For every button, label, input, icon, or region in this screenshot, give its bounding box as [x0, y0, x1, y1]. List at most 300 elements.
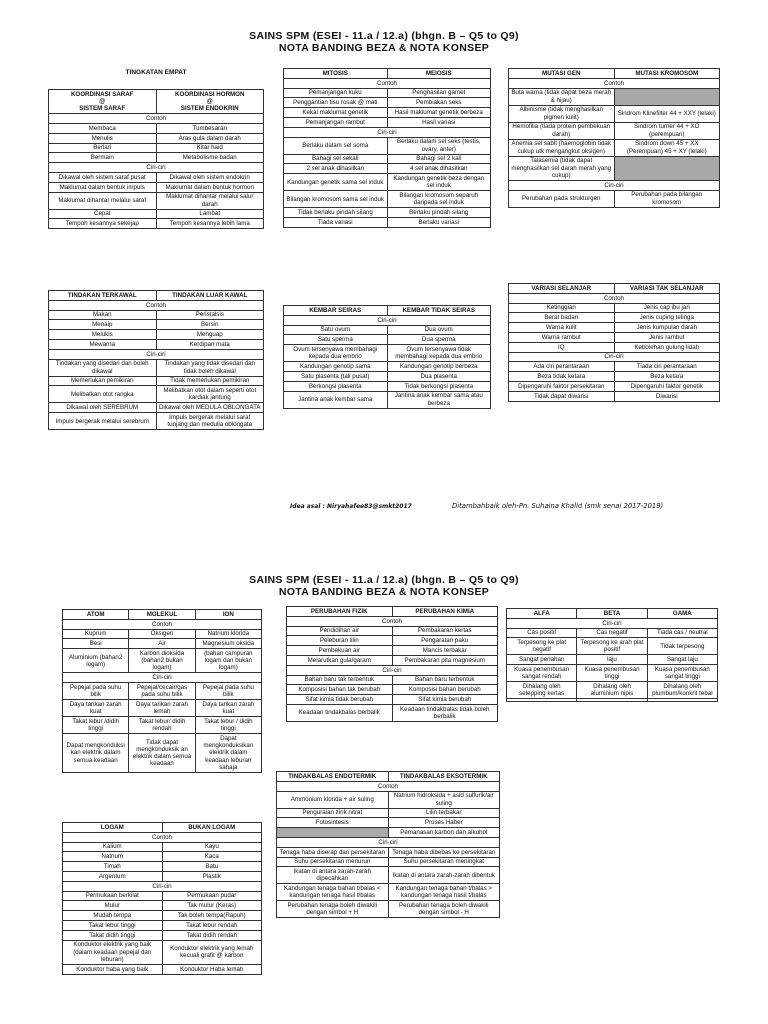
column-header: KEMBAR SEIRAS [284, 306, 388, 316]
table-cell: Dua ovum [387, 325, 491, 335]
table-cell: Berlaku variasi [387, 217, 491, 227]
table-row [287, 636, 498, 646]
table-cell: Daya tarikan zarah kuat [63, 700, 129, 717]
table-cell [614, 156, 720, 180]
table-cell: Takat lebur rendah [162, 920, 262, 930]
table-row [63, 871, 262, 881]
table-cell: Penggantian tisu rosak @ mati [284, 98, 388, 108]
table-row [49, 124, 264, 134]
table-cell: Ada ciri perantaraan [509, 362, 615, 372]
table-mutasi [508, 68, 720, 208]
table-cell: Sangat perlahan [507, 655, 577, 665]
table-cell: 2 sel anak dihasilkan [284, 164, 388, 174]
table-cell: 4 sel anak dihasilkan [387, 164, 491, 174]
table-cell: Pemanasan karbon dan alkohol [388, 828, 500, 838]
table-row [63, 639, 262, 649]
section-label: Contoh [284, 78, 491, 88]
table-row [287, 626, 498, 636]
table-cell: Bersin [156, 320, 264, 330]
section-label: Ciri-ciri [509, 180, 720, 190]
table-row [284, 174, 491, 191]
table-cell: Mudah tempa [63, 911, 163, 921]
table-cell: Pepejal/cecair/gas pada suhu bilik [129, 683, 195, 700]
table-cell: Kandungan genotip sama [284, 362, 388, 372]
table-row [63, 901, 262, 911]
table-cell: Oksigen [129, 629, 195, 639]
table-row [284, 108, 491, 118]
table-koordinasi [48, 89, 264, 229]
table-cell: Terpesong ke arah plat positif [577, 638, 647, 655]
table-cell: Mancis terbakar [392, 646, 498, 656]
table-cell: Menulis [49, 133, 157, 143]
table-cell: (bahan campuran logam dan bukan logam) [195, 649, 261, 673]
table-row [277, 847, 500, 857]
column-header: ATOM [63, 610, 129, 620]
table-row [49, 153, 264, 163]
section-label: Ciri-ciri [287, 665, 498, 675]
table-cell: Jenis kumpulan darah [614, 323, 720, 333]
table-row [509, 362, 720, 372]
table-row [507, 665, 718, 682]
table-row [509, 372, 720, 382]
table-cell: Metabolisme badan [156, 153, 264, 163]
table-row [284, 391, 491, 408]
table-cell: Kandungan genetik beza dengan sel induk [387, 174, 491, 191]
table-endo [276, 771, 500, 918]
table-row [284, 345, 491, 362]
column-header: MITOSIS [284, 69, 388, 79]
table-cell: Dikawal oleh MEDULA OBLONGATA [156, 403, 264, 413]
table-cell: Tidak terpesong [647, 638, 717, 655]
table-atom [62, 609, 262, 773]
table-cell: Sangat laju [647, 655, 717, 665]
table-cell: Kaca [162, 852, 262, 862]
table-row [509, 381, 720, 391]
table-cell: Satu plasenta (tali pusat) [284, 371, 388, 381]
table-cell: Penghasilan gamet [387, 88, 491, 98]
table-cell: Kitar haid [156, 143, 264, 153]
table-cell: Beza tidak ketara [509, 372, 615, 382]
table-row [509, 342, 720, 352]
table-cell: Cepat [49, 209, 157, 219]
table-cell: Ovum tersenyawa membahagi kepada dua embrio [284, 345, 388, 362]
table-cell: Pendidihan air [287, 626, 393, 636]
table-cell: Dipengaruhi faktor persekitaran [509, 381, 615, 391]
table-row [287, 704, 498, 721]
table-row [63, 629, 262, 639]
table-header-row [49, 90, 264, 114]
section-label: Ciri-ciri [277, 837, 500, 847]
table-row [284, 362, 491, 372]
table-cell: Cas positif [507, 628, 577, 638]
column-header: BUKAN LOGAM [162, 823, 262, 833]
table-cell: Kuasa penembusan tinggi [577, 665, 647, 682]
table-cell: Sindrom down 45 + XX (Perempuan) 45 + XY (lelaki) [614, 139, 720, 156]
table-cell: Kalium [63, 842, 163, 852]
table-row [49, 310, 264, 320]
table-cell: Kebolehan gulung lidah [614, 342, 720, 352]
table-cell: Dikawal oleh sistem saraf pusat [49, 172, 157, 182]
table-section-row [277, 781, 500, 791]
table-row [277, 828, 500, 838]
title-line-2-b: NOTA BANDING BEZA & NOTA KONSEP [278, 586, 490, 598]
table-cell: Dikawal oleh SEREBRUM [49, 403, 157, 413]
section-label: Contoh [49, 114, 264, 124]
table-row [284, 217, 491, 227]
table-cell: Ovum tersenyawa tidak membahagi kepada dua embrio [387, 345, 491, 362]
table-row [284, 208, 491, 218]
column-header: MEIOSIS [387, 69, 491, 79]
credit-added: Ditambahbaik oleh-Pn. Suhaina Khalid (smk senai 2017-2019) [452, 502, 664, 510]
table-cell: Terpesong ke plat negatif [507, 638, 577, 655]
table-cell: Satu sperma [284, 335, 388, 345]
table-cell: Kandungan tenaga bahan t/balas < kandungan tenaga hasil t/balas [277, 884, 389, 901]
table-cell: Permukaan berkilat [63, 891, 163, 901]
table-section-row [49, 114, 264, 124]
table-section-row [509, 293, 720, 303]
table-cell: Kerdipan mata [156, 339, 264, 349]
table-cell: Jenis cuping telinga [614, 313, 720, 323]
table-row [277, 808, 500, 818]
table-row [509, 313, 720, 323]
table-row [284, 371, 491, 381]
table-cell: Keadaan tindakbalas berbalik [287, 704, 393, 721]
section-label: Contoh [63, 619, 262, 629]
table-cell: Perubahan pada strukturgen [509, 190, 615, 207]
table-cell: Sifat kimia berubah [392, 695, 498, 705]
table-cell [577, 699, 647, 702]
table-cell: Natrium klorida [195, 629, 261, 639]
table-row [284, 98, 491, 108]
table-cell: Buta warna (tidak dapat beza merah & hijau) [509, 88, 615, 105]
table-cell: Tindakan yang tidak disedari dan tidak boleh dikawal [156, 359, 264, 376]
tingkatan-label: TINGKATAN EMPAT [125, 69, 187, 76]
table-cell: Jantina anak kembar sama [284, 391, 388, 408]
table-row [284, 117, 491, 127]
table-row [287, 655, 498, 665]
table-row [63, 940, 262, 964]
table-row [63, 920, 262, 930]
table-cell: Takat lebur tinggi [63, 920, 163, 930]
table-cell: Berat badan [509, 313, 615, 323]
table-header-row [287, 607, 498, 617]
table-cell: Tak boleh tempa(Rapuh) [162, 911, 262, 921]
table-header-row [509, 284, 720, 294]
table-row [507, 655, 718, 665]
table-cell: Kayu [162, 842, 262, 852]
table-cell: Kuasa penembusan sangat tinggi [647, 665, 717, 682]
table-section-row [63, 673, 262, 683]
table-cell: Pemanjangan kuku [284, 88, 388, 98]
table-row [49, 219, 264, 229]
table-cell: Konduktor elektrik yang lemah kecuali grafit @ karbon [162, 940, 262, 964]
table-header-row [49, 291, 264, 301]
table-cell: Maklumat dalam bentuk impuls [49, 182, 157, 192]
column-header: MUTASI KROMOSOM [614, 69, 720, 79]
table-cell: Makan [49, 310, 157, 320]
table-header-row [277, 772, 500, 782]
table-cell: Natrium [63, 852, 163, 862]
table-cell: IQ [509, 342, 615, 352]
column-header: KEMBAR TIDAK SEIRAS [387, 306, 491, 316]
table-cell: Bahan baru tak terbentuk [287, 675, 393, 685]
table-cell: Dipengaruhi faktor genetik [614, 381, 720, 391]
table-row [63, 683, 262, 700]
table-cell: Jenis cap ibu jari [614, 303, 720, 313]
table-cell: Kandungan genetik sama sel induk [284, 174, 388, 191]
table-cell: Cas negatif [577, 628, 647, 638]
table-cell: Tidak dapat mengkonduksik an elektrik dalam semua keadaan [129, 734, 195, 773]
table-row [63, 852, 262, 862]
column-header: KOORDINASI HORMON @ SISTEM ENDOKRIN [156, 90, 264, 114]
table-cell: Mewarna [49, 339, 157, 349]
table-header-row [63, 823, 262, 833]
table-row [49, 209, 264, 219]
table-cell: Melibatkan otot rangka [49, 386, 157, 403]
table-cell: Melarutkan gula/garam [287, 655, 393, 665]
table-row [507, 628, 718, 638]
table-cell: Anemia sel sabit (haemoglobin tidak cukup utk mengangkut oksigen) [509, 139, 615, 156]
table-cell: Takat didih rendah [162, 930, 262, 940]
table-mitosis [283, 68, 491, 228]
column-header: KOORDINASI SARAF @ SISTEM SARAF [49, 90, 157, 114]
table-row [49, 413, 264, 430]
table-row [509, 323, 720, 333]
table-row [287, 685, 498, 695]
table-cell: Berlaku pindah silang [387, 208, 491, 218]
title-line-2: NOTA BANDING BEZA & NOTA KONSEP [278, 42, 490, 54]
table-row [507, 682, 718, 699]
table-variasi [508, 283, 720, 402]
table-cell: Air [129, 639, 195, 649]
table-cell: Lilin terbakar [388, 808, 500, 818]
table-cell: Batu [162, 862, 262, 872]
table-cell: Dihalang oleh selepping kertas [507, 682, 577, 699]
table-cell: Jenis rambut [614, 332, 720, 342]
table-cell: Ikatan di antara zarah-zarah dipecahkan [277, 867, 389, 884]
table-section-row [509, 180, 720, 190]
table-cell: Tiada variasi [284, 217, 388, 227]
table-cell: Natrium hidroksida + asid sulfurik/air suling [388, 791, 500, 808]
table-cell: Konduktor elektrik yang baik (dalam keadaan pepejal dan leburan) [63, 940, 163, 964]
table-section-row [284, 315, 491, 325]
column-header: BETA [577, 609, 647, 619]
table-kembar [283, 305, 491, 409]
table-cell: Sifat kimia tidak berubah [287, 695, 393, 705]
table-section-row [277, 837, 500, 847]
table-cell: Suhu persekitaran meningkat [388, 857, 500, 867]
table-section-row [284, 78, 491, 88]
table-row [509, 190, 720, 207]
table-cell: Tumbesaran [156, 124, 264, 134]
table-section-row [49, 349, 264, 359]
column-header: VARIASI SELANJAR [509, 284, 615, 294]
table-row [63, 700, 262, 717]
table-section-row [49, 163, 264, 173]
table-row [63, 862, 262, 872]
table-row [509, 332, 720, 342]
section-label: Contoh [277, 781, 500, 791]
table-cell: Dapat mengkonduksi kan elektrik dalam semua keadaan [63, 734, 129, 773]
table-cell: Pembekuan air [287, 646, 393, 656]
table-row [509, 122, 720, 139]
section-label: Contoh [509, 293, 720, 303]
table-row [49, 320, 264, 330]
table-cell: Bahagi sel sekali [284, 154, 388, 164]
table-cell: Tenaga haba diserap dari persekitaran [277, 847, 389, 857]
column-header: VARIASI TAK SELANJAR [614, 284, 720, 294]
table-row [284, 325, 491, 335]
table-row [63, 649, 262, 673]
table-row [287, 646, 498, 656]
section-label: Ciri-ciri [49, 163, 264, 173]
table-cell: Kuasa penembusan sangat rendah [507, 665, 577, 682]
column-header: ION [195, 610, 261, 620]
table-row [63, 734, 262, 773]
table-cell: Komposisi bahan tak berubah [287, 685, 393, 695]
table-cell: Suhu persekitaran menurun [277, 857, 389, 867]
table-cell: Melibatkan otot dalam seperti otot kardiak jantung [156, 386, 264, 403]
table-row [509, 391, 720, 401]
table-row [49, 330, 264, 340]
table-row [63, 842, 262, 852]
table-cell: Bahagi sel 2 kali [387, 154, 491, 164]
table-row [509, 88, 720, 105]
table-row [284, 164, 491, 174]
table-cell: Sindrom turner 44 + XO (perempuan) [614, 122, 720, 139]
table-row [509, 303, 720, 313]
table-cell: Dua plasenta [387, 371, 491, 381]
table-tindakan [48, 290, 264, 430]
table-section-row [49, 300, 264, 310]
table-cell: Mulur [63, 901, 163, 911]
table-cell: Pemanjangan rambut [284, 117, 388, 127]
table-row [63, 891, 262, 901]
table-row [49, 359, 264, 376]
table-row [284, 88, 491, 98]
column-header: GAMA [647, 609, 717, 619]
table-cell: Pembakaran pita magnesium [392, 655, 498, 665]
column-header: TINDAKBALAS ENDOTERMIK [277, 772, 389, 782]
table-cell: Pepejal pada suhu bilik [63, 683, 129, 700]
table-cell: Bermain [49, 153, 157, 163]
table-cell: Diwarisi [614, 391, 720, 401]
table-cell: Daya tarikan zarah kuat [195, 700, 261, 717]
table-cell: Berkongsi plasenta [284, 381, 388, 391]
table-cell: Kuprum [63, 629, 129, 639]
table-cell: Karbon dioksida (bahan2 bukan logam) [129, 649, 195, 673]
table-cell: Maklumat dihantar melalui salur darah [156, 192, 264, 209]
table-fizik [286, 606, 498, 722]
table-cell: Timah [63, 862, 163, 872]
table-cell: Dihalang oleh plumbum/konkrit tebal [647, 682, 717, 699]
table-row [284, 154, 491, 164]
table-cell: Memerlukan pemikiran [49, 376, 157, 386]
table-row [49, 172, 264, 182]
table-cell: Dapat mengkonduksikan elektrik dalam keadaan leburan sahaja [195, 734, 261, 773]
table-cell: Pengaratan paku [392, 636, 498, 646]
table-cell: Pembakaran kertas [392, 626, 498, 636]
section-label: Ciri-ciri [507, 618, 718, 628]
column-header: ALFA [507, 609, 577, 619]
table-cell [647, 699, 717, 702]
table-cell: Tidak dapat diwarisi [509, 391, 615, 401]
table-cell: Argentum [63, 871, 163, 881]
table-cell: Tidak memerlukan pemikiran [156, 376, 264, 386]
table-header-row [507, 609, 718, 619]
table-header-row [284, 69, 491, 79]
table-cell: Bahan baru terbentuk [392, 675, 498, 685]
table-cell: Takat lebur / didih tinggi [195, 717, 261, 734]
table-cell: Hemofilia (tiada protein pembekuan darah) [509, 122, 615, 139]
table-row [49, 133, 264, 143]
table-logam [62, 822, 262, 975]
table-section-row [509, 352, 720, 362]
table-cell: Daya tarikan zarah lemah [129, 700, 195, 717]
table-cell [614, 88, 720, 105]
table-row [63, 964, 262, 974]
table-cell: Tindakan yang disedari dan boleh dikawal [49, 359, 157, 376]
table-row [284, 137, 491, 154]
table-section-row [63, 881, 262, 891]
table-cell: Impuls bergerak melalui saraf tunjang dan medulla oblongata [156, 413, 264, 430]
table-row [63, 717, 262, 734]
table-cell: Beza ketara [614, 372, 720, 382]
table-cell: Dua sperma [387, 335, 491, 345]
table-cell: Fotosintesis [277, 818, 389, 828]
table-cell: Warna kulit [509, 323, 615, 333]
table-cell: Maklumat dalam bentuk hormon [156, 182, 264, 192]
section-label: Ciri-ciri [509, 352, 720, 362]
table-cell: Keadaan tindakbalas tidak boleh berbalik [392, 704, 498, 721]
table-cell: Besi [63, 639, 129, 649]
table-row [509, 156, 720, 180]
section-label: Contoh [63, 832, 262, 842]
table-cell: Kandungan genotip berbeza [387, 362, 491, 372]
table-cell: Hasil variasi [387, 117, 491, 127]
title-line-1: SAINS SPM (ESEI - 11.a / 12.a) (bhgn. B – Q5 to Q9) [249, 30, 519, 42]
table-cell: laju [577, 655, 647, 665]
section-label: Ciri-ciri [284, 127, 491, 137]
table-cell: Tiada ciri perantaraan [614, 362, 720, 372]
table-row [49, 192, 264, 209]
table-row [63, 911, 262, 921]
table-cell: Pembiakan seks [387, 98, 491, 108]
credit-idea: Idea asal : Niryahafee83@smkt2017 [290, 503, 412, 510]
page-title-top [0, 30, 768, 54]
table-row [277, 857, 500, 867]
column-header: LOGAM [63, 823, 163, 833]
table-cell: Tidak berkongsi plasenta [387, 381, 491, 391]
column-header: TINDAKAN TERKAWAL [49, 291, 157, 301]
table-cell: Dikawal oleh sistem endokrin [156, 172, 264, 182]
table-cell: Proses Haber [388, 818, 500, 828]
table-cell: Kekal maklumat genetik [284, 108, 388, 118]
table-cell: Berlaku dalam sel soma [284, 137, 388, 154]
table-row [49, 143, 264, 153]
table-cell: Tidak berlaku pindah silang [284, 208, 388, 218]
column-header: TINDAKAN LUAR KAWAL [156, 291, 264, 301]
table-cell: Plastik [162, 871, 262, 881]
table-cell: Takat lebur /didih tinggi [63, 717, 129, 734]
table-header-row [284, 306, 491, 316]
table-cell: Peleburan lilin [287, 636, 393, 646]
table-row [49, 386, 264, 403]
column-header: MUTASI GEN [509, 69, 615, 79]
table-cell [507, 699, 577, 702]
table-cell: Penguraian zink nitrat [277, 808, 389, 818]
table-cell: Tempoh kesannya lebih lama [156, 219, 264, 229]
